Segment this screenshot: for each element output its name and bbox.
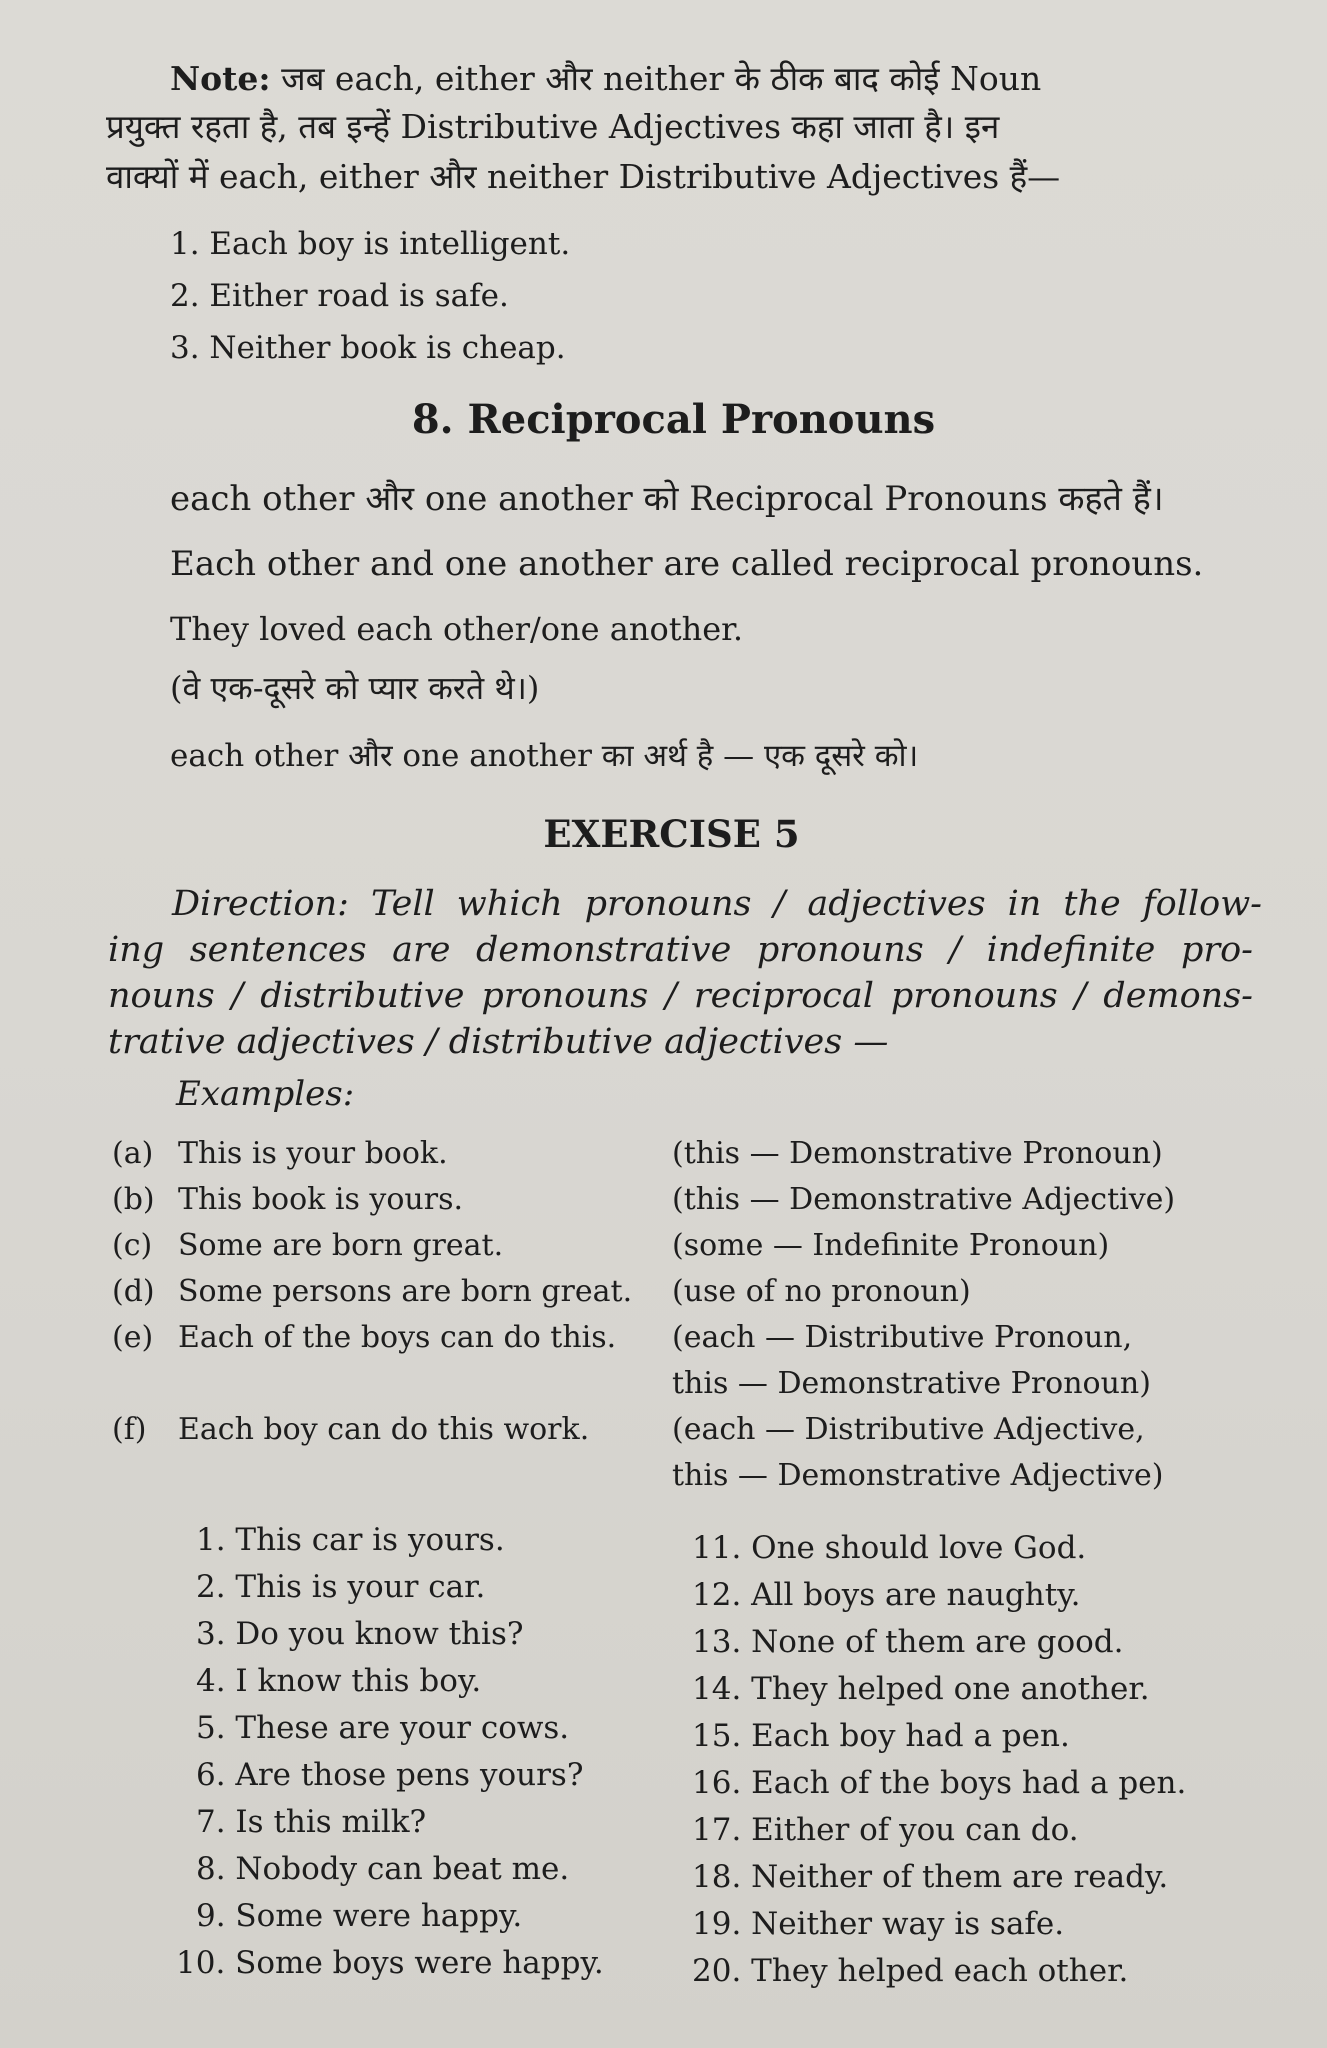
example-sentence: Each of the boys can do this.: [178, 1320, 617, 1355]
section-line-3: They loved each other/one another.: [170, 610, 744, 648]
exercise-item-6: 6. Are those pens yours?: [196, 1757, 584, 1793]
exercise-item-5: 5. These are your cows.: [196, 1710, 570, 1746]
example-answer: (this — Demonstrative Pronoun): [672, 1136, 1163, 1171]
example-answer: (each — Distributive Adjective,: [672, 1412, 1145, 1447]
example-answer: (this — Demonstrative Adjective): [672, 1182, 1176, 1217]
example-sentence: This is your book.: [178, 1136, 448, 1171]
exercise-item-11: 11. One should love God.: [692, 1530, 1087, 1566]
exercise-item-18: 18. Neither of them are ready.: [692, 1859, 1169, 1895]
exercise-item-14: 14. They helped one another.: [692, 1671, 1150, 1707]
note-item-1: 1. Each boy is intelligent.: [170, 226, 571, 262]
example-sentence: Some persons are born great.: [178, 1274, 633, 1309]
example-row-e: [112, 1320, 1312, 1412]
note-item-2: 2. Either road is safe.: [170, 278, 509, 314]
exercise-item-20: 20. They helped each other.: [692, 1953, 1129, 1989]
note-text-1: जब each, either और neither के ठीक बाद कोई Noun: [281, 59, 1042, 98]
example-letter: (c): [112, 1228, 153, 1263]
example-letter: (d): [112, 1274, 155, 1309]
example-row-f: [112, 1412, 1312, 1504]
exercise-item-19: 19. Neither way is safe.: [692, 1906, 1065, 1942]
note-line-1: [170, 56, 1041, 102]
section-heading: 8. Reciprocal Pronouns: [411, 396, 936, 443]
example-answer: (some — Indefinite Pronoun): [672, 1228, 1110, 1263]
section-line-4: (वे एक-दूसरे को प्यार करते थे।): [170, 669, 540, 707]
example-letter: (e): [112, 1320, 154, 1355]
section-line-1: each other और one another को Reciprocal Pronouns कहते हैं।: [170, 479, 1164, 519]
direction-line-1: Direction: Tell which pronouns / adjectives in the follow-: [172, 884, 1262, 924]
exercise-item-17: 17. Either of you can do.: [692, 1812, 1079, 1848]
section-line-2: Each other and one another are called reciprocal pronouns.: [170, 544, 1204, 584]
example-sentence: Each boy can do this work.: [178, 1412, 590, 1447]
exercise-heading: EXERCISE 5: [543, 812, 800, 856]
exercise-item-8: 8. Nobody can beat me.: [196, 1851, 570, 1887]
example-answer: (each — Distributive Pronoun,: [672, 1320, 1133, 1355]
exercise-item-10: 10. Some boys were happy.: [176, 1945, 604, 1981]
exercise-item-1: 1. This car is yours.: [196, 1522, 505, 1558]
example-letter: (b): [112, 1182, 155, 1217]
note-lead: Note:: [170, 59, 271, 98]
exercise-item-13: 13. None of them are good.: [692, 1624, 1124, 1660]
exercise-item-7: 7. Is this milk?: [196, 1804, 427, 1840]
exercise-item-2: 2. This is your car.: [196, 1569, 486, 1605]
example-sentence: This book is yours.: [178, 1182, 464, 1217]
exercise-item-3: 3. Do you know this?: [196, 1616, 524, 1652]
note-item-3: 3. Neither book is cheap.: [170, 330, 566, 366]
section-line-5: each other और one another का अर्थ है — एक दूसरे को।: [170, 738, 919, 774]
exercise-item-12: 12. All boys are naughty.: [692, 1577, 1081, 1613]
exercise-item-16: 16. Each of the boys had a pen.: [692, 1765, 1187, 1801]
example-sentence: Some are born great.: [178, 1228, 504, 1263]
examples-label: Examples:: [176, 1074, 355, 1114]
direction-line-2: ing sentences are demonstrative pronouns / indefinite pro-: [108, 930, 1253, 970]
exercise-item-4: 4. I know this boy.: [196, 1663, 482, 1699]
example-answer: (use of no pronoun): [672, 1274, 971, 1309]
example-letter: (a): [112, 1136, 154, 1171]
example-answer-continued: this — Demonstrative Pronoun): [672, 1366, 1151, 1401]
exercise-item-9: 9. Some were happy.: [196, 1898, 523, 1934]
direction-line-4: trative adjectives / distributive adjectives —: [108, 1022, 889, 1062]
note-line-2: प्रयुक्त रहता है, तब इन्हें Distributive Adjectives कहा जाता है। इन: [106, 107, 1000, 146]
example-letter: (f): [112, 1412, 147, 1447]
note-line-3: वाक्यों में each, either और neither Distributive Adjectives हैं—: [106, 157, 1061, 196]
direction-line-3: nouns / distributive pronouns / reciprocal pronouns / demons-: [108, 976, 1253, 1016]
example-answer-continued: this — Demonstrative Adjective): [672, 1458, 1164, 1493]
exercise-item-15: 15. Each boy had a pen.: [692, 1718, 1070, 1754]
